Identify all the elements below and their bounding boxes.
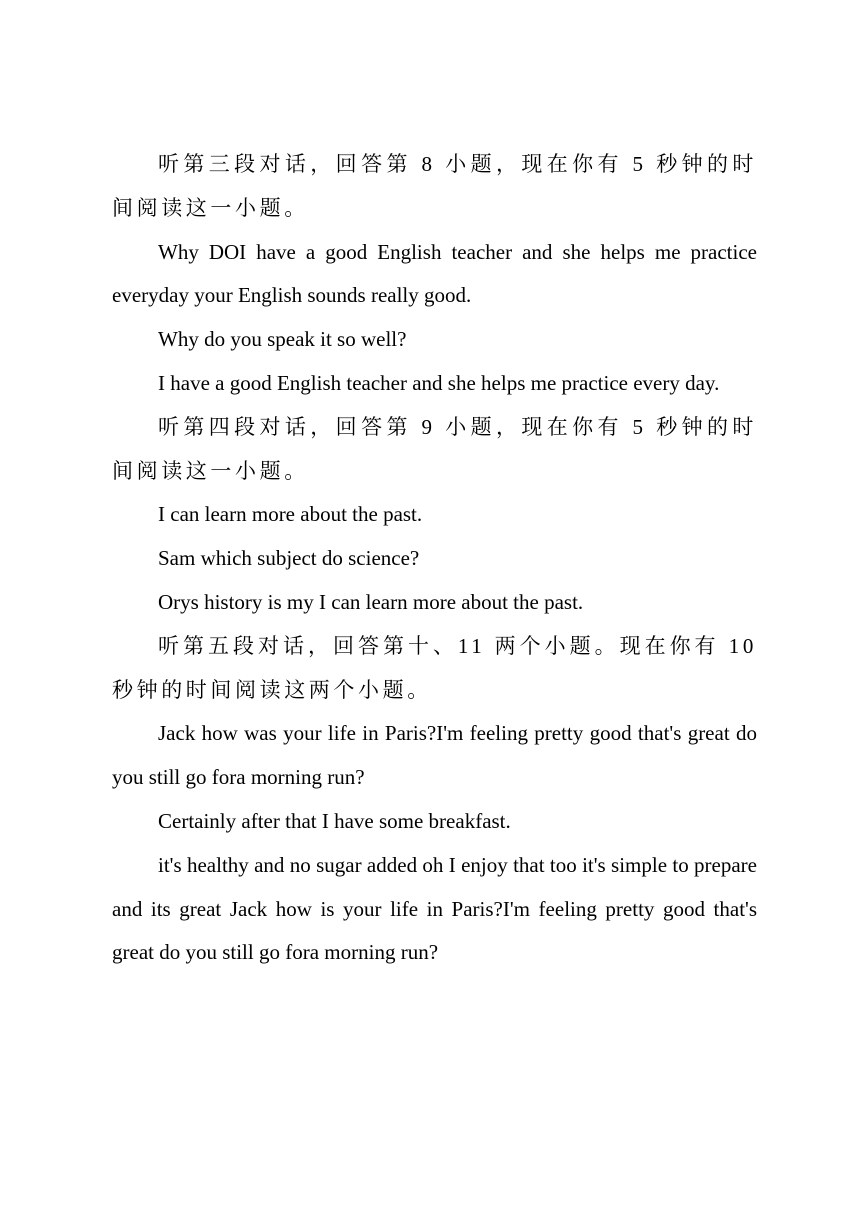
dialogue-line: it's healthy and no sugar added oh I enjoy that too it's simple to prepare and its great Jack how is your life in Paris?I'm feeling pretty good that's great do you still go fora morning run? bbox=[112, 852, 757, 965]
section-instruction-5: 听第五段对话，回答第十、11 两个小题。现在你有 10 秒钟的时间阅读这两个小题。 bbox=[112, 633, 757, 702]
document-body bbox=[112, 143, 757, 975]
dialogue-line: Certainly after that I have some breakfast. bbox=[158, 808, 511, 833]
dialogue-line: Why do you speak it so well? bbox=[158, 327, 407, 352]
dialogue-line: I can learn more about the past. bbox=[158, 502, 423, 527]
dialogue-line: I have a good English teacher and she helps me practice every day. bbox=[158, 370, 720, 395]
dialogue-line: Orys history is my I can learn more about the past. bbox=[158, 589, 584, 614]
dialogue-line: Jack how was your life in Paris?I'm feeling pretty good that's great do you still go fora morning run? bbox=[112, 721, 757, 790]
section-instruction-4: 听第四段对话，回答第 9 小题，现在你有 5 秒钟的时间阅读这一小题。 bbox=[112, 414, 757, 483]
dialogue-line: Sam which subject do science? bbox=[158, 546, 420, 571]
section-instruction-3: 听第三段对话，回答第 8 小题，现在你有 5 秒钟的时间阅读这一小题。 bbox=[112, 152, 757, 220]
dialogue-line: Why DOI have a good English teacher and she helps me practice everyday your English sounds really good. bbox=[112, 239, 757, 308]
